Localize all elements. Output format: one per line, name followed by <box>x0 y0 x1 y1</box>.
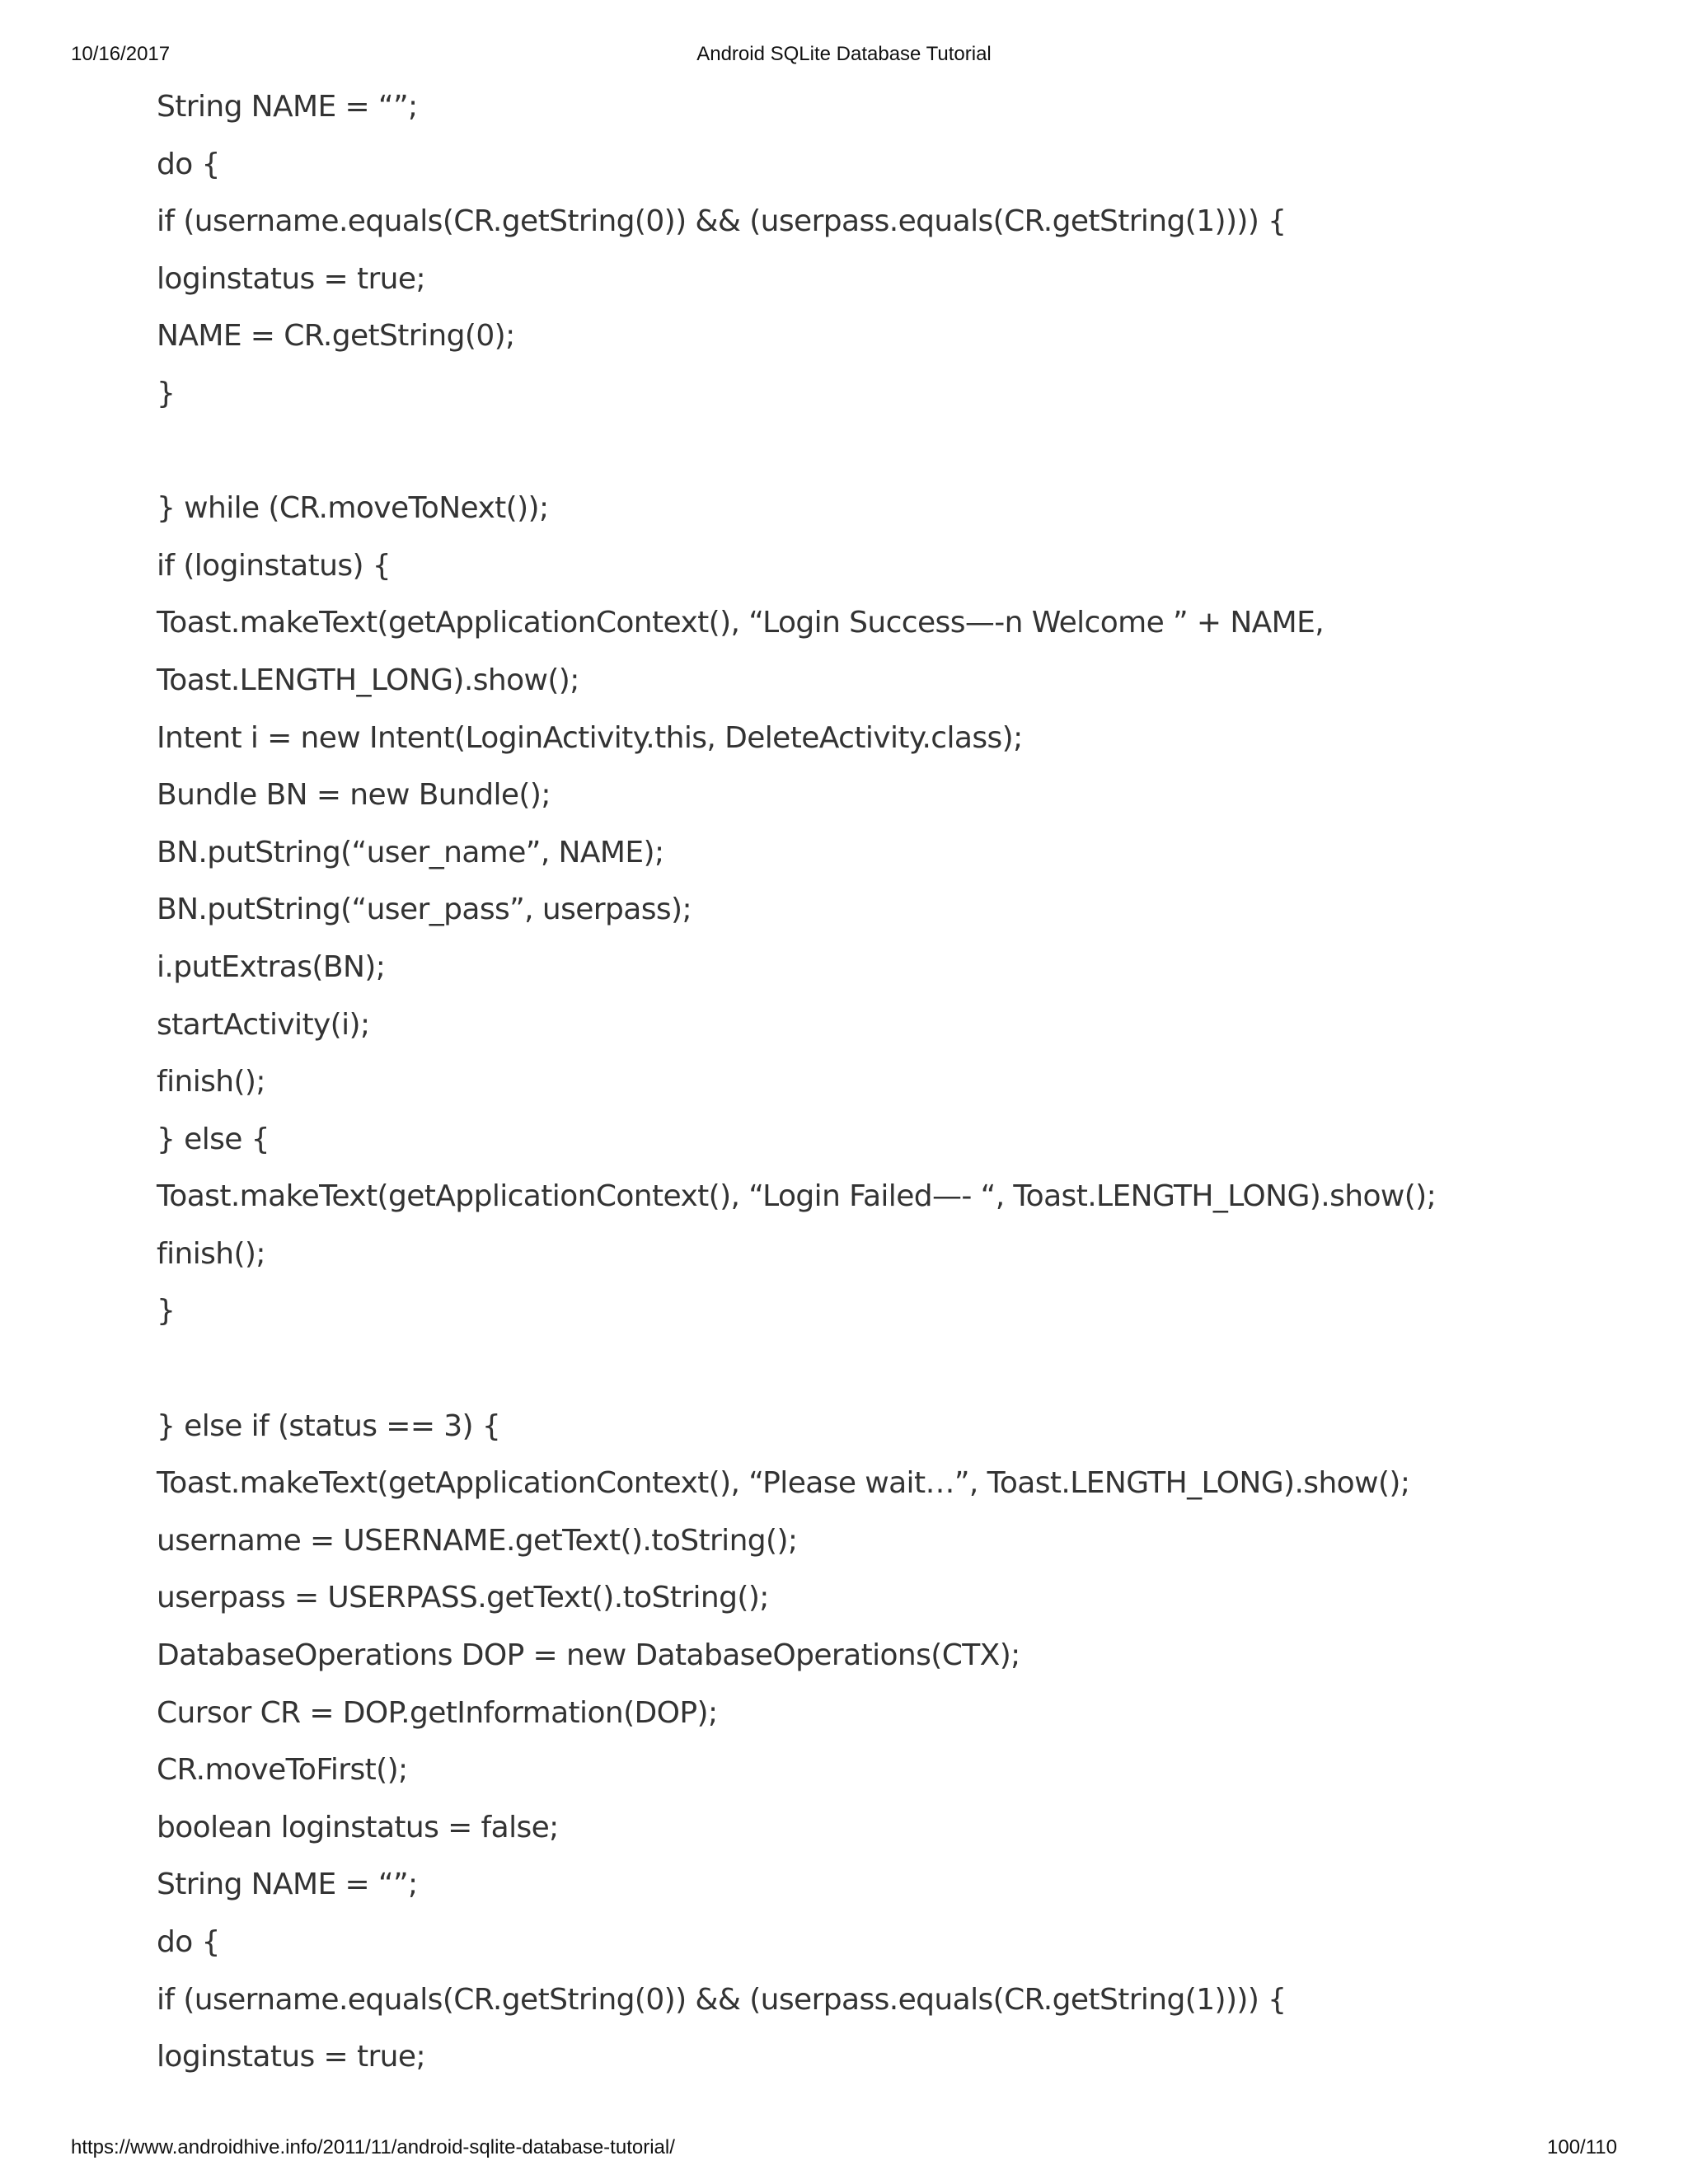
code-line: } <box>157 376 176 410</box>
code-line: startActivity(i); <box>157 1007 370 1042</box>
print-footer <box>71 2136 1617 2164</box>
code-line: Toast.LENGTH_LONG).show(); <box>157 663 579 697</box>
code-line: Toast.makeText(getApplicationContext(), “Please wait…”, Toast.LENGTH_LONG).show(); <box>157 1466 1410 1501</box>
code-line: } <box>157 1294 176 1329</box>
code-line: BN.putString(“user_name”, NAME); <box>157 835 664 869</box>
code-line: if (username.equals(CR.getString(0)) && (userpass.equals(CR.getString(1)))) { <box>157 204 1287 239</box>
code-line: Toast.makeText(getApplicationContext(), “Login Success—-n Welcome ” + NAME, <box>157 606 1325 640</box>
code-line: boolean loginstatus = false; <box>157 1810 559 1844</box>
code-line: if (loginstatus) { <box>157 548 392 583</box>
code-line: CR.moveToFirst(); <box>157 1753 408 1788</box>
code-line: String NAME = “”; <box>157 1868 418 1902</box>
code-line: do { <box>157 1925 220 1959</box>
code-line: Intent i = new Intent(LoginActivity.this, DeleteActivity.class); <box>157 720 1023 755</box>
blank-line <box>157 431 1607 489</box>
page-number: 100/110 <box>1547 2136 1617 2158</box>
code-line: loginstatus = true; <box>157 2040 425 2074</box>
code-line: Toast.makeText(getApplicationContext(), “Login Failed—- “, Toast.LENGTH_LONG).show(); <box>157 1179 1437 1214</box>
print-header <box>71 43 1617 71</box>
code-line: Bundle BN = new Bundle(); <box>157 778 551 813</box>
code-line: } while (CR.moveToNext()); <box>157 491 549 526</box>
code-line: finish(); <box>157 1065 265 1099</box>
code-line: } else if (status == 3) { <box>157 1408 501 1443</box>
code-line: userpass = USERPASS.getText().toString(); <box>157 1581 769 1615</box>
code-line: loginstatus = true; <box>157 261 425 296</box>
code-line: } else { <box>157 1122 270 1156</box>
code-line: i.putExtras(BN); <box>157 949 386 984</box>
code-line: Cursor CR = DOP.getInformation(DOP); <box>157 1695 718 1730</box>
code-line: finish(); <box>157 1236 265 1271</box>
source-url: https://www.androidhive.info/2011/11/android-sqlite-database-tutorial/ <box>71 2136 675 2158</box>
code-line: if (username.equals(CR.getString(0)) && (userpass.equals(CR.getString(1)))) { <box>157 1982 1287 2017</box>
page-title: Android SQLite Database Tutorial <box>696 43 992 65</box>
code-line: String NAME = “”; <box>157 90 418 124</box>
code-line: do { <box>157 147 220 181</box>
code-listing <box>157 87 1607 2094</box>
print-date: 10/16/2017 <box>71 43 171 65</box>
code-line: username = USERNAME.getText().toString(); <box>157 1523 798 1558</box>
code-line: BN.putString(“user_pass”, userpass); <box>157 893 692 927</box>
code-line: DatabaseOperations DOP = new DatabaseOperations(CTX); <box>157 1638 1020 1673</box>
code-line: NAME = CR.getString(0); <box>157 319 515 354</box>
blank-line <box>157 1348 1607 1406</box>
